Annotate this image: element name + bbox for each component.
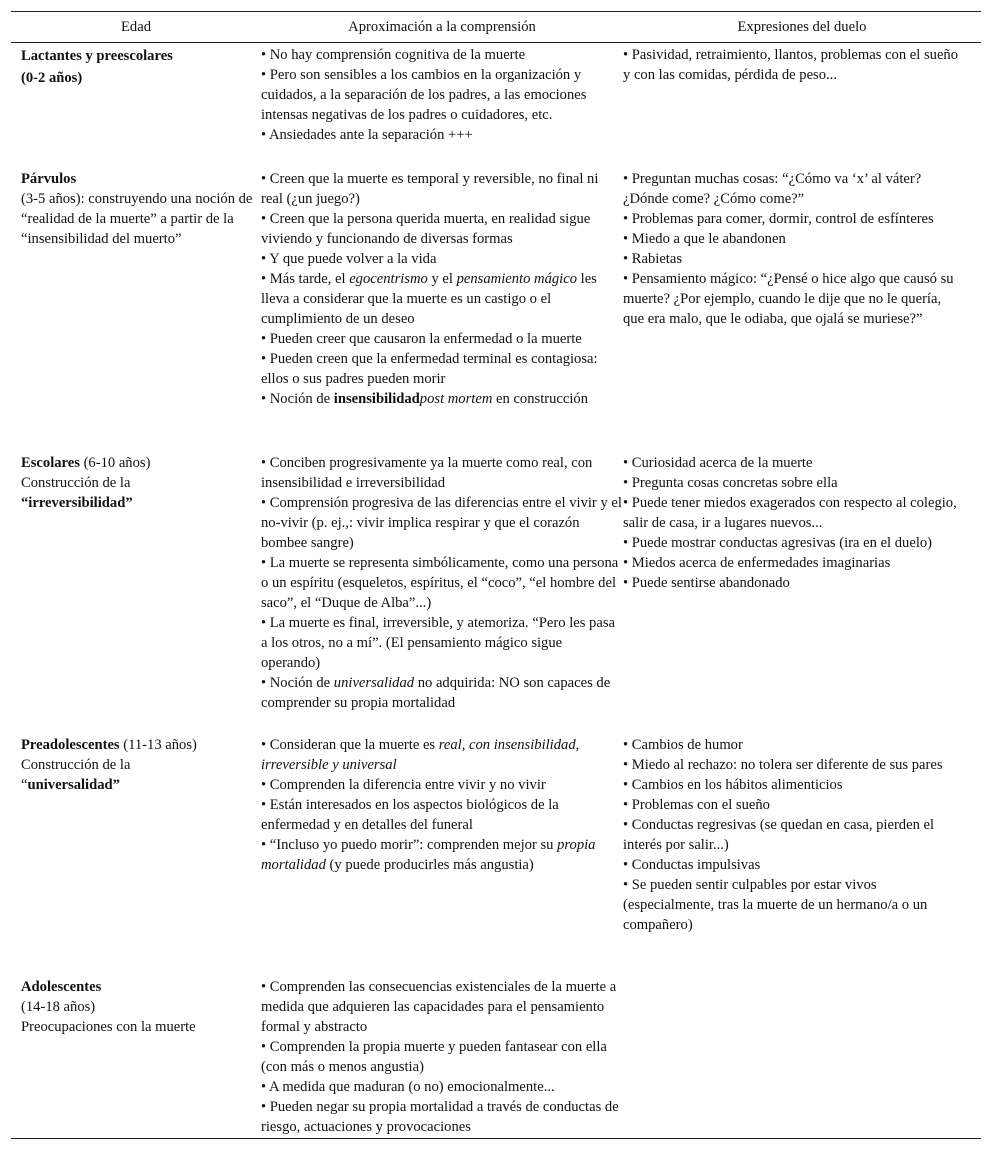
list-item: • Y que puede volver a la vida	[261, 251, 437, 267]
list-item: • Preguntan muchas cosas: “¿Cómo va ‘x’ al váter? ¿Dónde come? ¿Cómo come?”	[623, 171, 922, 207]
header-edad: Edad	[121, 19, 151, 35]
list-item: • Pero son sensibles a los cambios en la organización y cuidados, a la separación de los padres, a las emociones intensas negativas de los padres o cuidadores, etc.	[261, 67, 587, 123]
text-segment: • Noción de	[261, 675, 334, 691]
text-segment-italic: post mortem	[419, 391, 493, 407]
list-item: • Problemas con el sueño	[623, 797, 770, 813]
age-cell	[11, 735, 261, 795]
list-item: • Puede mostrar conductas agresivas (ira en el duelo)	[623, 535, 933, 551]
age-cell	[11, 169, 261, 249]
list-item	[261, 835, 623, 875]
age-title: Preadolescentes	[21, 737, 120, 753]
comprension-cell	[261, 45, 623, 145]
list-item: • Miedos acerca de enfermedades imaginarias	[623, 555, 891, 571]
age-concept	[21, 775, 261, 795]
list-item: • Pueden creen que la enfermedad terminal es contagiosa: ellos o sus padres pueden morir	[261, 351, 598, 387]
text-segment: en construcción	[492, 391, 589, 407]
comprension-cell	[261, 977, 623, 1137]
list-item: • A medida que maduran (o no) emocionalmente...	[261, 1079, 555, 1095]
list-item: • Puede tener miedos exagerados con respecto al colegio, salir de casa, ir a lugares nuevos...	[623, 495, 957, 531]
list-item: • Conductas regresivas (se quedan en casa, pierden el interés por salir...)	[623, 817, 935, 853]
list-item	[261, 735, 623, 775]
list-item	[261, 269, 623, 329]
table-row-adolescentes	[11, 975, 981, 1138]
text-segment: no adquirida: NO son capaces de comprender su propia mortalidad	[261, 675, 611, 711]
list-item: • La muerte se representa simbólicamente, como una persona o un espíritu (esqueletos, espíritus, el “coco”, “el hombre del saco”, el “Duque de Alba”...)	[261, 555, 619, 611]
list-item: • Cambios en los hábitos alimenticios	[623, 777, 843, 793]
age-description: Construcción de la	[21, 475, 131, 491]
list-item: • Se pueden sentir culpables por estar vivos (especialmente, tras la muerte de un hermano/a o un compañero)	[623, 877, 928, 933]
text-segment: • Más tarde, el	[261, 271, 350, 287]
list-item: • Conductas impulsivas	[623, 857, 761, 873]
list-item: • Cambios de humor	[623, 737, 743, 753]
age-range: (11-13 años)	[119, 737, 197, 753]
list-item: • Miedo al rechazo: no tolera ser diferente de sus pares	[623, 757, 943, 773]
list-item: • Están interesados en los aspectos biológicos de la enfermedad y en detalles del funeral	[261, 797, 559, 833]
list-item: • Curiosidad acerca de la muerte	[623, 455, 813, 471]
table-row-preadolescentes	[11, 735, 981, 975]
header-comprension: Aproximación a la comprensión	[348, 19, 536, 35]
comprension-cell	[261, 735, 623, 875]
age-title: Párvulos	[21, 171, 77, 187]
text-segment-italic: real, con insensibilidad, irreversible y universal	[261, 737, 580, 773]
duelo-cell	[623, 735, 981, 935]
list-item: • Creen que la muerte es temporal y reversible, no final ni real (¿un juego?)	[261, 171, 599, 207]
list-item: • Pensamiento mágico: “¿Pensé o hice algo que causó su muerte? ¿Por ejemplo, cuando le dije que no le quería, que era malo, que le odiaba, que ojalá se muriese?”	[623, 271, 954, 327]
text-segment: • Noción de	[261, 391, 334, 407]
age-cell	[11, 977, 261, 1037]
age-range: (0-2 años)	[21, 70, 83, 86]
table-row-lactantes	[11, 43, 981, 169]
comprension-cell	[261, 169, 623, 409]
age-cell	[11, 453, 261, 513]
duelo-cell	[623, 169, 981, 329]
age-heading	[21, 735, 261, 755]
list-item: • Comprensión progresiva de las diferencias entre el vivir y el no-vivir (p. ej.,: vivir implica respirar y que el corazón bombee sangre)	[261, 495, 622, 551]
age-range: (14-18 años)	[21, 999, 96, 1015]
text-segment-bold: universalidad”	[27, 777, 120, 793]
text-segment: “	[21, 777, 28, 793]
list-item: • Miedo a que le abandonen	[623, 231, 786, 247]
age-description: Preocupaciones con la muerte	[21, 1019, 196, 1035]
age-description: Construcción de la	[21, 757, 131, 773]
text-segment: • “Incluso yo puedo morir”: comprenden mejor su	[261, 837, 558, 853]
age-cell	[11, 45, 261, 89]
list-item: • Pueden creer que causaron la enfermedad o la muerte	[261, 331, 582, 347]
age-title: Lactantes y preescolares	[21, 48, 173, 64]
list-item: • Pueden negar su propia mortalidad a través de conductas de riesgo, actuaciones y provocaciones	[261, 1099, 619, 1135]
grief-table	[11, 11, 981, 1139]
text-segment-italic: egocentrismo	[349, 271, 428, 287]
list-item: • Problemas para comer, dormir, control de esfínteres	[623, 211, 934, 227]
text-segment-italic: propia mortalidad	[261, 837, 596, 873]
text-segment-italic: pensamiento mágico	[456, 271, 577, 287]
list-item: • No hay comprensión cognitiva de la muerte	[261, 47, 526, 63]
list-item: • La muerte es final, irreversible, y atemoriza. “Pero les pasa a los otros, no a mí”. (El pensamiento mágico sigue operando)	[261, 615, 615, 671]
duelo-cell	[623, 45, 981, 85]
list-item: • Pasividad, retraimiento, llantos, problemas con el sueño y con las comidas, pérdida de peso...	[623, 47, 959, 83]
list-item: • Puede sentirse abandonado	[623, 575, 790, 591]
age-heading	[21, 453, 261, 473]
list-item: • Comprenden la propia muerte y pueden fantasear con ella (con más o menos angustia)	[261, 1039, 607, 1075]
list-item: • Comprenden la diferencia entre vivir y no vivir	[261, 777, 546, 793]
table-row-parvulos	[11, 169, 981, 453]
text-segment: (y puede producirles más angustia)	[325, 857, 534, 873]
table-header	[11, 12, 981, 43]
list-item	[261, 673, 623, 713]
age-title: Escolares	[21, 455, 80, 471]
list-item: • Creen que la persona querida muerta, en realidad sigue viviendo y funcionando de diversas formas	[261, 211, 591, 247]
list-item: • Rabietas	[623, 251, 683, 267]
age-description: (3-5 años): construyendo una noción de “realidad de la muerte” a partir de la “insensibilidad del muerto”	[21, 191, 253, 247]
list-item: • Conciben progresivamente ya la muerte como real, con insensibilidad e irreversibilidad	[261, 455, 593, 491]
header-duelo: Expresiones del duelo	[737, 19, 867, 35]
list-item: • Ansiedades ante la separación +++	[261, 127, 473, 143]
text-segment: y el	[427, 271, 457, 287]
duelo-cell	[623, 453, 981, 593]
age-title: Adolescentes	[21, 979, 102, 995]
age-range: (6-10 años)	[79, 455, 151, 471]
text-segment-italic: universalidad	[333, 675, 415, 691]
text-segment-bold: insensibilidad	[333, 391, 420, 407]
list-item: • Comprenden las consecuencias existenciales de la muerte a medida que adquieren las capacidades para el pensamiento formal y abstracto	[261, 979, 617, 1035]
text-segment: • Consideran que la muerte es	[261, 737, 439, 753]
comprension-cell	[261, 453, 623, 713]
list-item: • Pregunta cosas concretas sobre ella	[623, 475, 838, 491]
age-concept: “irreversibilidad”	[21, 495, 133, 511]
table-row-escolares	[11, 453, 981, 735]
list-item	[261, 389, 623, 409]
text-segment: les lleva a considerar que la muerte es un castigo o el cumplimiento de un deseo	[261, 271, 597, 327]
